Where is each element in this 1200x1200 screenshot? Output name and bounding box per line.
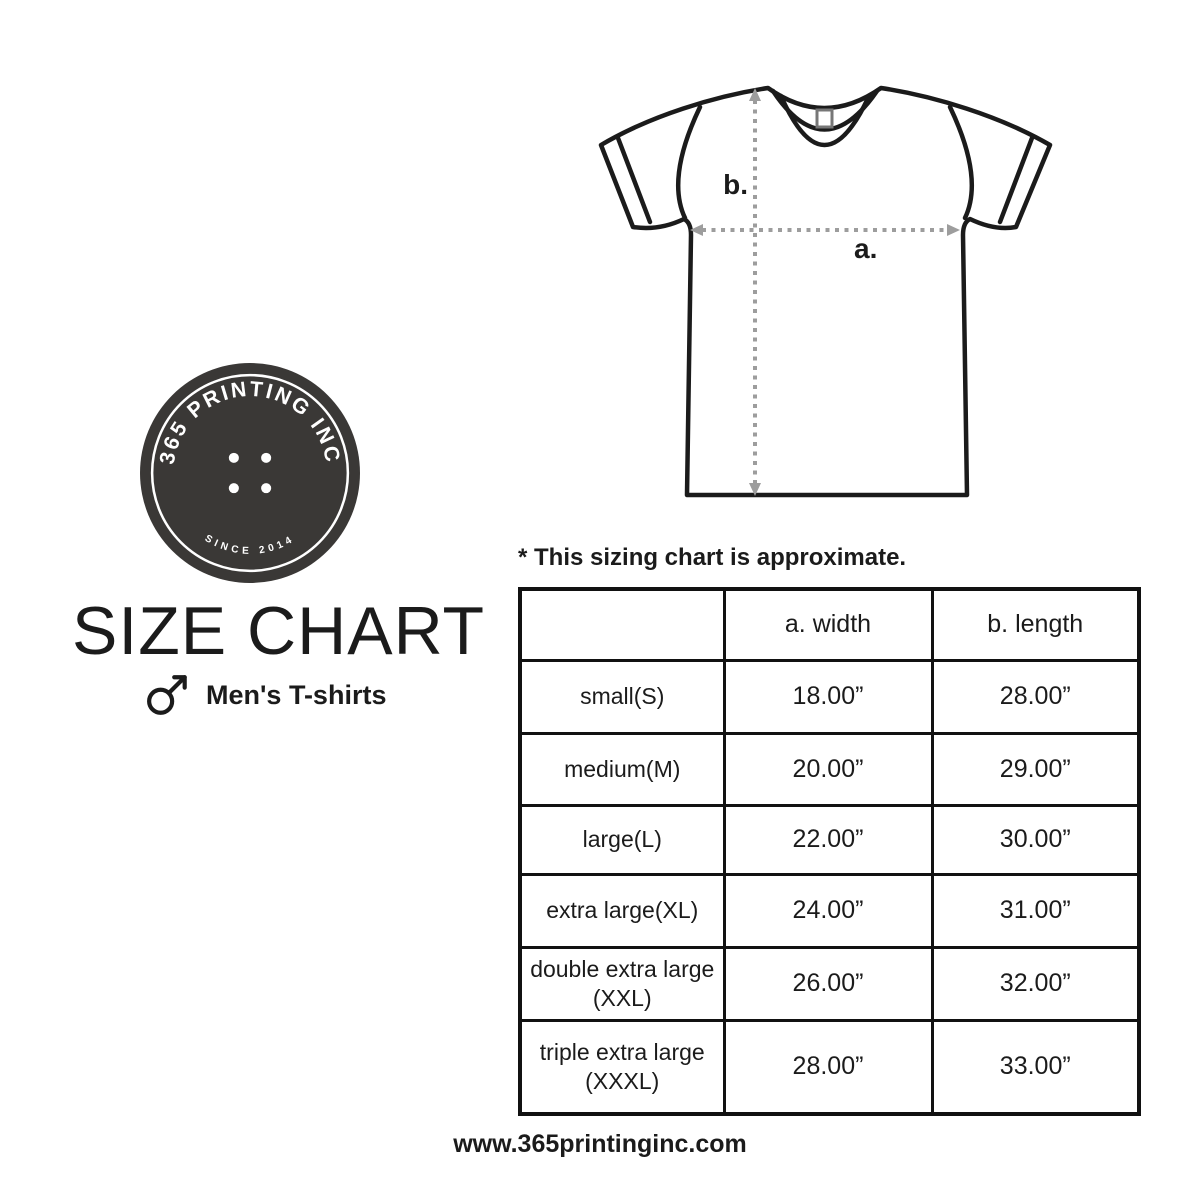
button-hole [229, 453, 239, 463]
male-symbol-icon [146, 672, 192, 718]
subtitle-label: Men's T-shirts [206, 679, 387, 710]
corner-header [520, 589, 724, 660]
footer-url: www.365printinginc.com [453, 1130, 747, 1158]
table-row [520, 947, 1139, 1020]
table-row [520, 805, 1139, 874]
size-table [518, 587, 1141, 1116]
col-header: a. width [724, 589, 932, 660]
size-label: double extra large (XXL) [520, 947, 724, 1020]
button-hole [229, 483, 239, 493]
table-row [520, 874, 1139, 947]
size-label: large(L) [520, 805, 724, 874]
length-label: b. [723, 169, 748, 200]
size-label: medium(M) [520, 733, 724, 805]
tshirt-outline [601, 88, 1050, 495]
length-value: 31.00” [932, 874, 1139, 947]
width-value: 18.00” [724, 660, 932, 733]
width-value: 24.00” [724, 874, 932, 947]
width-value: 28.00” [724, 1020, 932, 1114]
length-value: 29.00” [932, 733, 1139, 805]
table-row [520, 1020, 1139, 1114]
length-value: 32.00” [932, 947, 1139, 1020]
tshirt-diagram [560, 60, 1080, 510]
length-value: 30.00” [932, 805, 1139, 874]
col-header: b. length [932, 589, 1139, 660]
width-value: 26.00” [724, 947, 932, 1020]
button-hole [261, 483, 271, 493]
size-label: triple extra large (XXXL) [520, 1020, 724, 1114]
neck-tag [817, 110, 832, 127]
approx-note: * This sizing chart is approximate. [518, 544, 907, 571]
table-row [520, 733, 1139, 805]
width-label: a. [854, 233, 878, 264]
logo-arc-text: 365 PRINTING INC [155, 377, 345, 467]
length-value: 28.00” [932, 660, 1139, 733]
table-row [520, 660, 1139, 733]
button-hole [261, 453, 271, 463]
width-value: 20.00” [724, 733, 932, 805]
logo-since-text: SINCE 2014 [202, 533, 298, 557]
header-row [520, 589, 1139, 660]
length-value: 33.00” [932, 1020, 1139, 1114]
brand-logo [139, 362, 361, 584]
width-value: 22.00” [724, 805, 932, 874]
page-title: SIZE CHART [72, 593, 486, 669]
subtitle [146, 672, 386, 718]
size-label: small(S) [520, 660, 724, 733]
size-label: extra large(XL) [520, 874, 724, 947]
